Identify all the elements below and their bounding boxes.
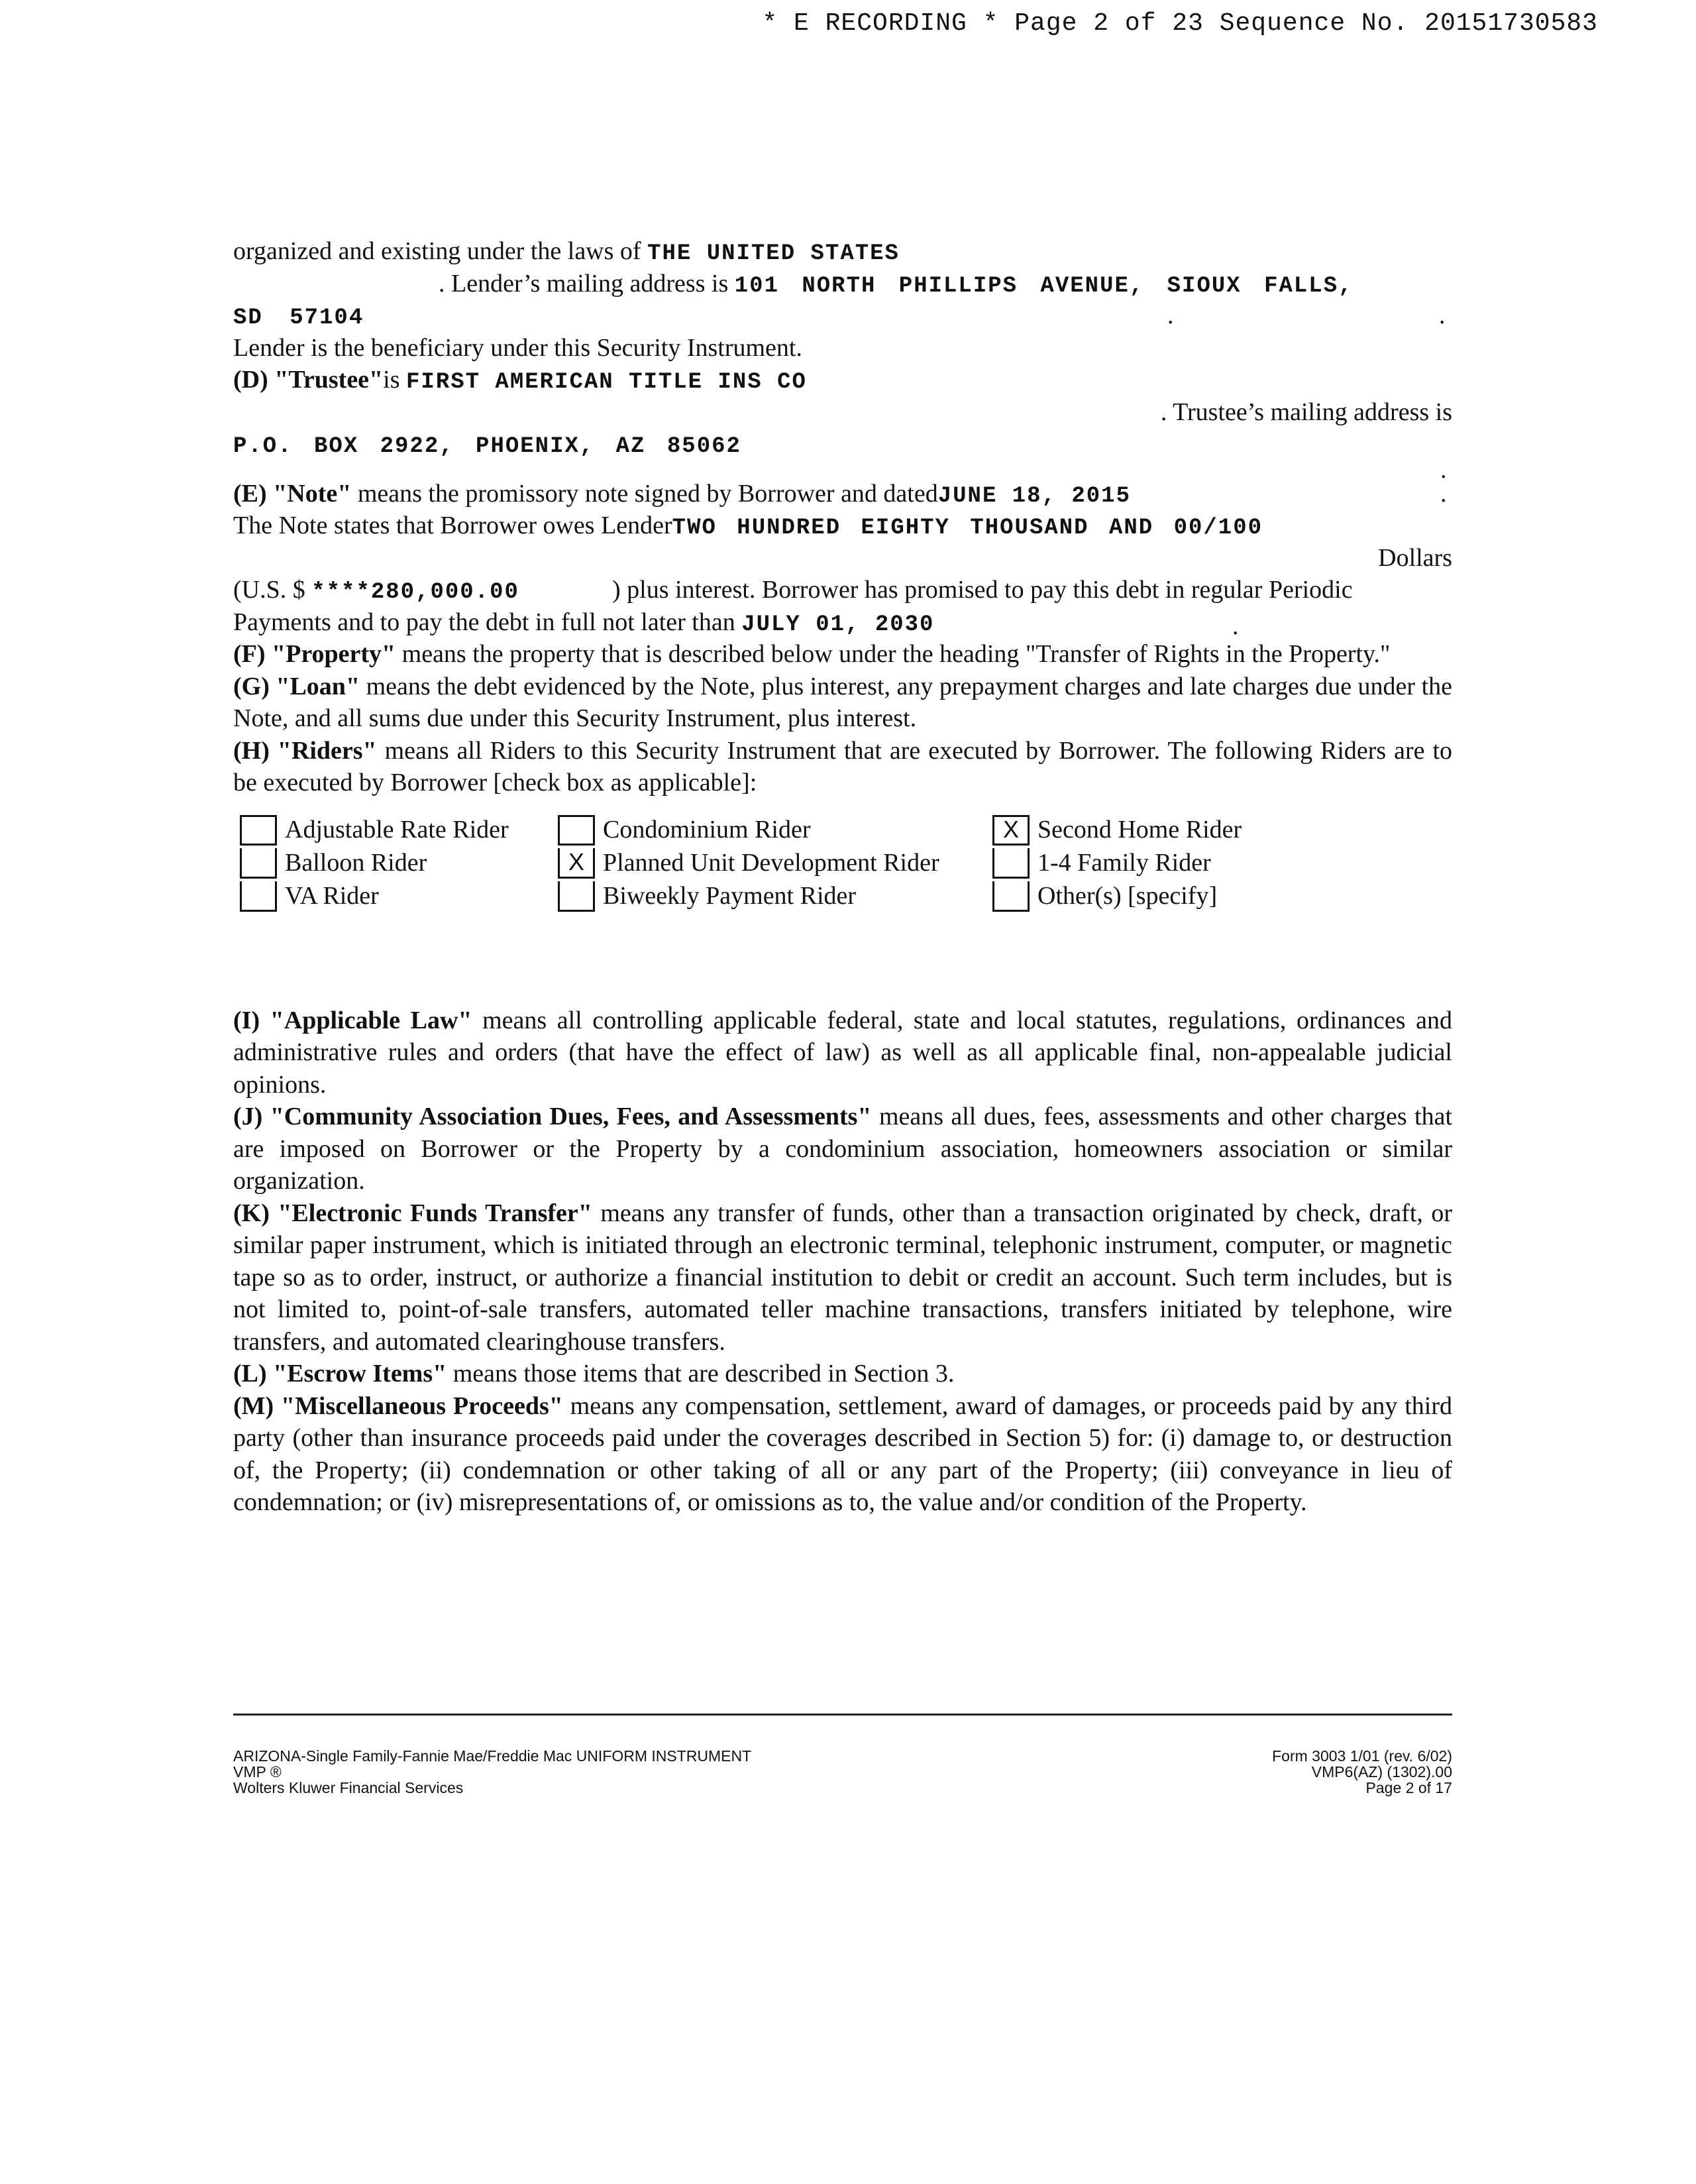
note-line-3 [233,542,1452,574]
trustee-label: (D) "Trustee" [233,366,384,394]
footer-form-number: Form 3003 1/01 (rev. 6/02) [1272,1747,1452,1765]
rider-checkbox[interactable]: X [558,848,595,879]
riders-text: means all Riders to this Security Instrument that are executed by Borrower. The following Riders are to be executed by Borrower [check box as applicable]: [233,736,1453,796]
community-association-text: means all dues, fees, assessments and other charges that are imposed on Borrower or the Property by a condominium association, homeowners association or similar organization. [233,1103,1453,1195]
note-line-4 [233,574,1452,606]
eft-definition [233,1197,1452,1358]
note-text-3: Payments and to pay the debt in full not later than [233,608,735,636]
loan-label: (G) "Loan" [233,672,360,700]
lender-mailing-1: 101 NORTH PHILLIPS AVENUE, SIOUX FALLS, [734,273,1353,299]
trustee-address: P.O. BOX 2922, PHOENIX, AZ 85062 [233,434,741,459]
rider-checkbox[interactable] [240,848,277,879]
rider-balloon [240,847,427,880]
riders-checklist [233,814,1452,926]
rider-checkbox[interactable] [558,815,595,846]
property-text: means the property that is described below under the heading "Transfer of Rights in the Property." [401,640,1391,668]
applicable-law-label: (I) "Applicable Law" [233,1006,472,1034]
rider-checkbox[interactable]: X [992,815,1030,846]
note-owes: The Note states that Borrower owes Lender [233,512,672,539]
rider-second-home [992,814,1242,847]
dot-mark: . [1440,455,1447,484]
applicable-law-definition [233,1005,1452,1101]
note-line-1 [233,478,1452,510]
lender-line-3 [233,300,1452,332]
footer-publisher: Wolters Kluwer Financial Services [233,1779,464,1796]
rider-adjustable-rate [240,814,509,847]
rider-label: Planned Unit Development Rider [603,849,939,877]
escrow-items-definition [233,1358,1452,1390]
note-date: JUNE 18, 2015 [937,483,1131,509]
footer-form-title: ARIZONA-Single Family-Fannie Mae/Freddie Mac UNIFORM INSTRUMENT [233,1747,752,1765]
property-label: (F) "Property" [233,640,396,668]
rider-label: Second Home Rider [1037,816,1242,844]
footer-vmp-code: VMP6(AZ) (1302).00 [1311,1763,1452,1780]
recording-header: * E RECORDING * Page 2 of 23 Sequence No. 20151730583 [762,9,1598,38]
lender-beneficiary: Lender is the beneficiary under this Security Instrument. [233,333,802,362]
applicable-law-text: means all controlling applicable federal, state and local statutes, regulations, ordinances and administrative rules and orders (that have the effect of law) as well as all applicable final, non-appealable judicial opinions. [233,1006,1453,1099]
riders-definition [233,735,1452,799]
rider-va [240,880,379,913]
rider-checkbox[interactable] [240,881,277,912]
footer-right [1272,1748,1452,1796]
misc-proceeds-label: (M) "Miscellaneous Proceeds" [233,1392,563,1420]
lender-mailing-2: SD 57104 [233,305,364,331]
misc-proceeds-text: means any compensation, settlement, award of damages, or proceeds paid by any third party (other than insurance proceeds paid under the coverages described in Section 5) for: (i) damage to, or destruction of, the Property; (ii) condemnation or other taking of all or any part of the Property; (iii) conveyance in lieu of condemnation; or (iv) misrepresentations of, or omissions as to, the value and/or condition of the Property. [233,1392,1452,1516]
rider-label: Other(s) [specify] [1037,882,1218,910]
dot-mark: . [1167,301,1174,329]
riders-label: (H) "Riders" [233,736,377,765]
rider-others [992,880,1217,913]
note-line-2 [233,510,1452,542]
lender-intro: organized and existing under the laws of [233,237,641,265]
footer-left [233,1748,751,1796]
trustee-line-1 [233,364,1452,396]
property-definition [233,638,1452,671]
community-association-label: (J) "Community Association Dues, Fees, and Assessments" [233,1103,872,1130]
loan-text: means the debt evidenced by the Note, plus interest, any prepayment charges and late charges due under the Note, and all sums due under this Security Instrument, plus interest. [233,672,1453,732]
trustee-line-3 [233,428,1452,461]
eft-label: (K) "Electronic Funds Transfer" [233,1199,592,1227]
note-amount-words: TWO HUNDRED EIGHTY THOUSAND AND 00/100 [672,516,1263,541]
lender-mailing-label: . Lender’s mailing address is [439,269,729,298]
lender-line-2 [233,268,1452,300]
spacer [233,455,1452,484]
rider-label: Condominium Rider [603,816,811,844]
loan-definition [233,671,1452,735]
rider-1-4-family [992,847,1211,880]
dot-mark: . [1439,301,1446,329]
note-line-5 [233,606,1452,639]
rider-checkbox[interactable] [240,815,277,846]
note-dollars: Dollars [1378,543,1452,572]
rider-checkbox[interactable] [558,881,595,912]
escrow-items-text: means those items that are described in Section 3. [452,1360,955,1388]
misc-proceeds-definition [233,1390,1452,1519]
footer-page-number: Page 2 of 17 [1365,1779,1452,1796]
rider-label: 1-4 Family Rider [1037,849,1211,877]
eft-text: means any transfer of funds, other than a transaction originated by check, draft, or similar paper instrument, which is initiated through an electronic terminal, telephonic instrument, computer, or magnetic tape so as to order, instruct, or authorize a financial institution to debit or credit an account. Such term includes, but is not limited to, point-of-sale transfers, automated teller machine transactions, transfers initiated by telephone, wire transfers, and automated clearinghouse transfers. [233,1199,1452,1356]
trustee-line-2 [233,396,1452,429]
trustee-is: is [383,366,400,394]
community-association-definition [233,1101,1452,1197]
rider-label: VA Rider [285,882,379,910]
rider-biweekly-payment [558,880,856,913]
footer-divider [233,1714,1452,1716]
trustee-name: FIRST AMERICAN TITLE INS CO [406,370,807,395]
escrow-items-label: (L) "Escrow Items" [233,1360,447,1388]
document-page [233,235,1452,1519]
spacer [233,926,1452,1005]
note-text-1: means the promissory note signed by Borrower and dated [357,479,938,508]
note-maturity: JULY 01, 2030 [741,612,935,637]
note-text-2: ) plus interest. Borrower has promised to pay this debt in regular Periodic [612,576,1353,604]
note-us: (U.S. $ [233,576,305,604]
rider-planned-unit-development [558,847,939,880]
footer-vmp: VMP ® [233,1763,282,1780]
rider-label: Biweekly Payment Rider [603,882,857,910]
trustee-mailing-label: . Trustee’s mailing address is [1160,398,1452,426]
dot-mark: . [1232,612,1239,640]
lender-country: THE UNITED STATES [647,241,900,266]
note-label: (E) "Note" [233,479,352,508]
rider-condominium [558,814,811,847]
rider-label: Adjustable Rate Rider [285,816,509,844]
rider-label: Balloon Rider [285,849,427,877]
rider-checkbox[interactable] [992,848,1030,879]
lender-line-1 [233,235,1452,268]
dot-mark: . [1440,479,1447,508]
note-amount: ****280,000.00 [311,580,519,605]
rider-checkbox[interactable] [992,881,1030,912]
